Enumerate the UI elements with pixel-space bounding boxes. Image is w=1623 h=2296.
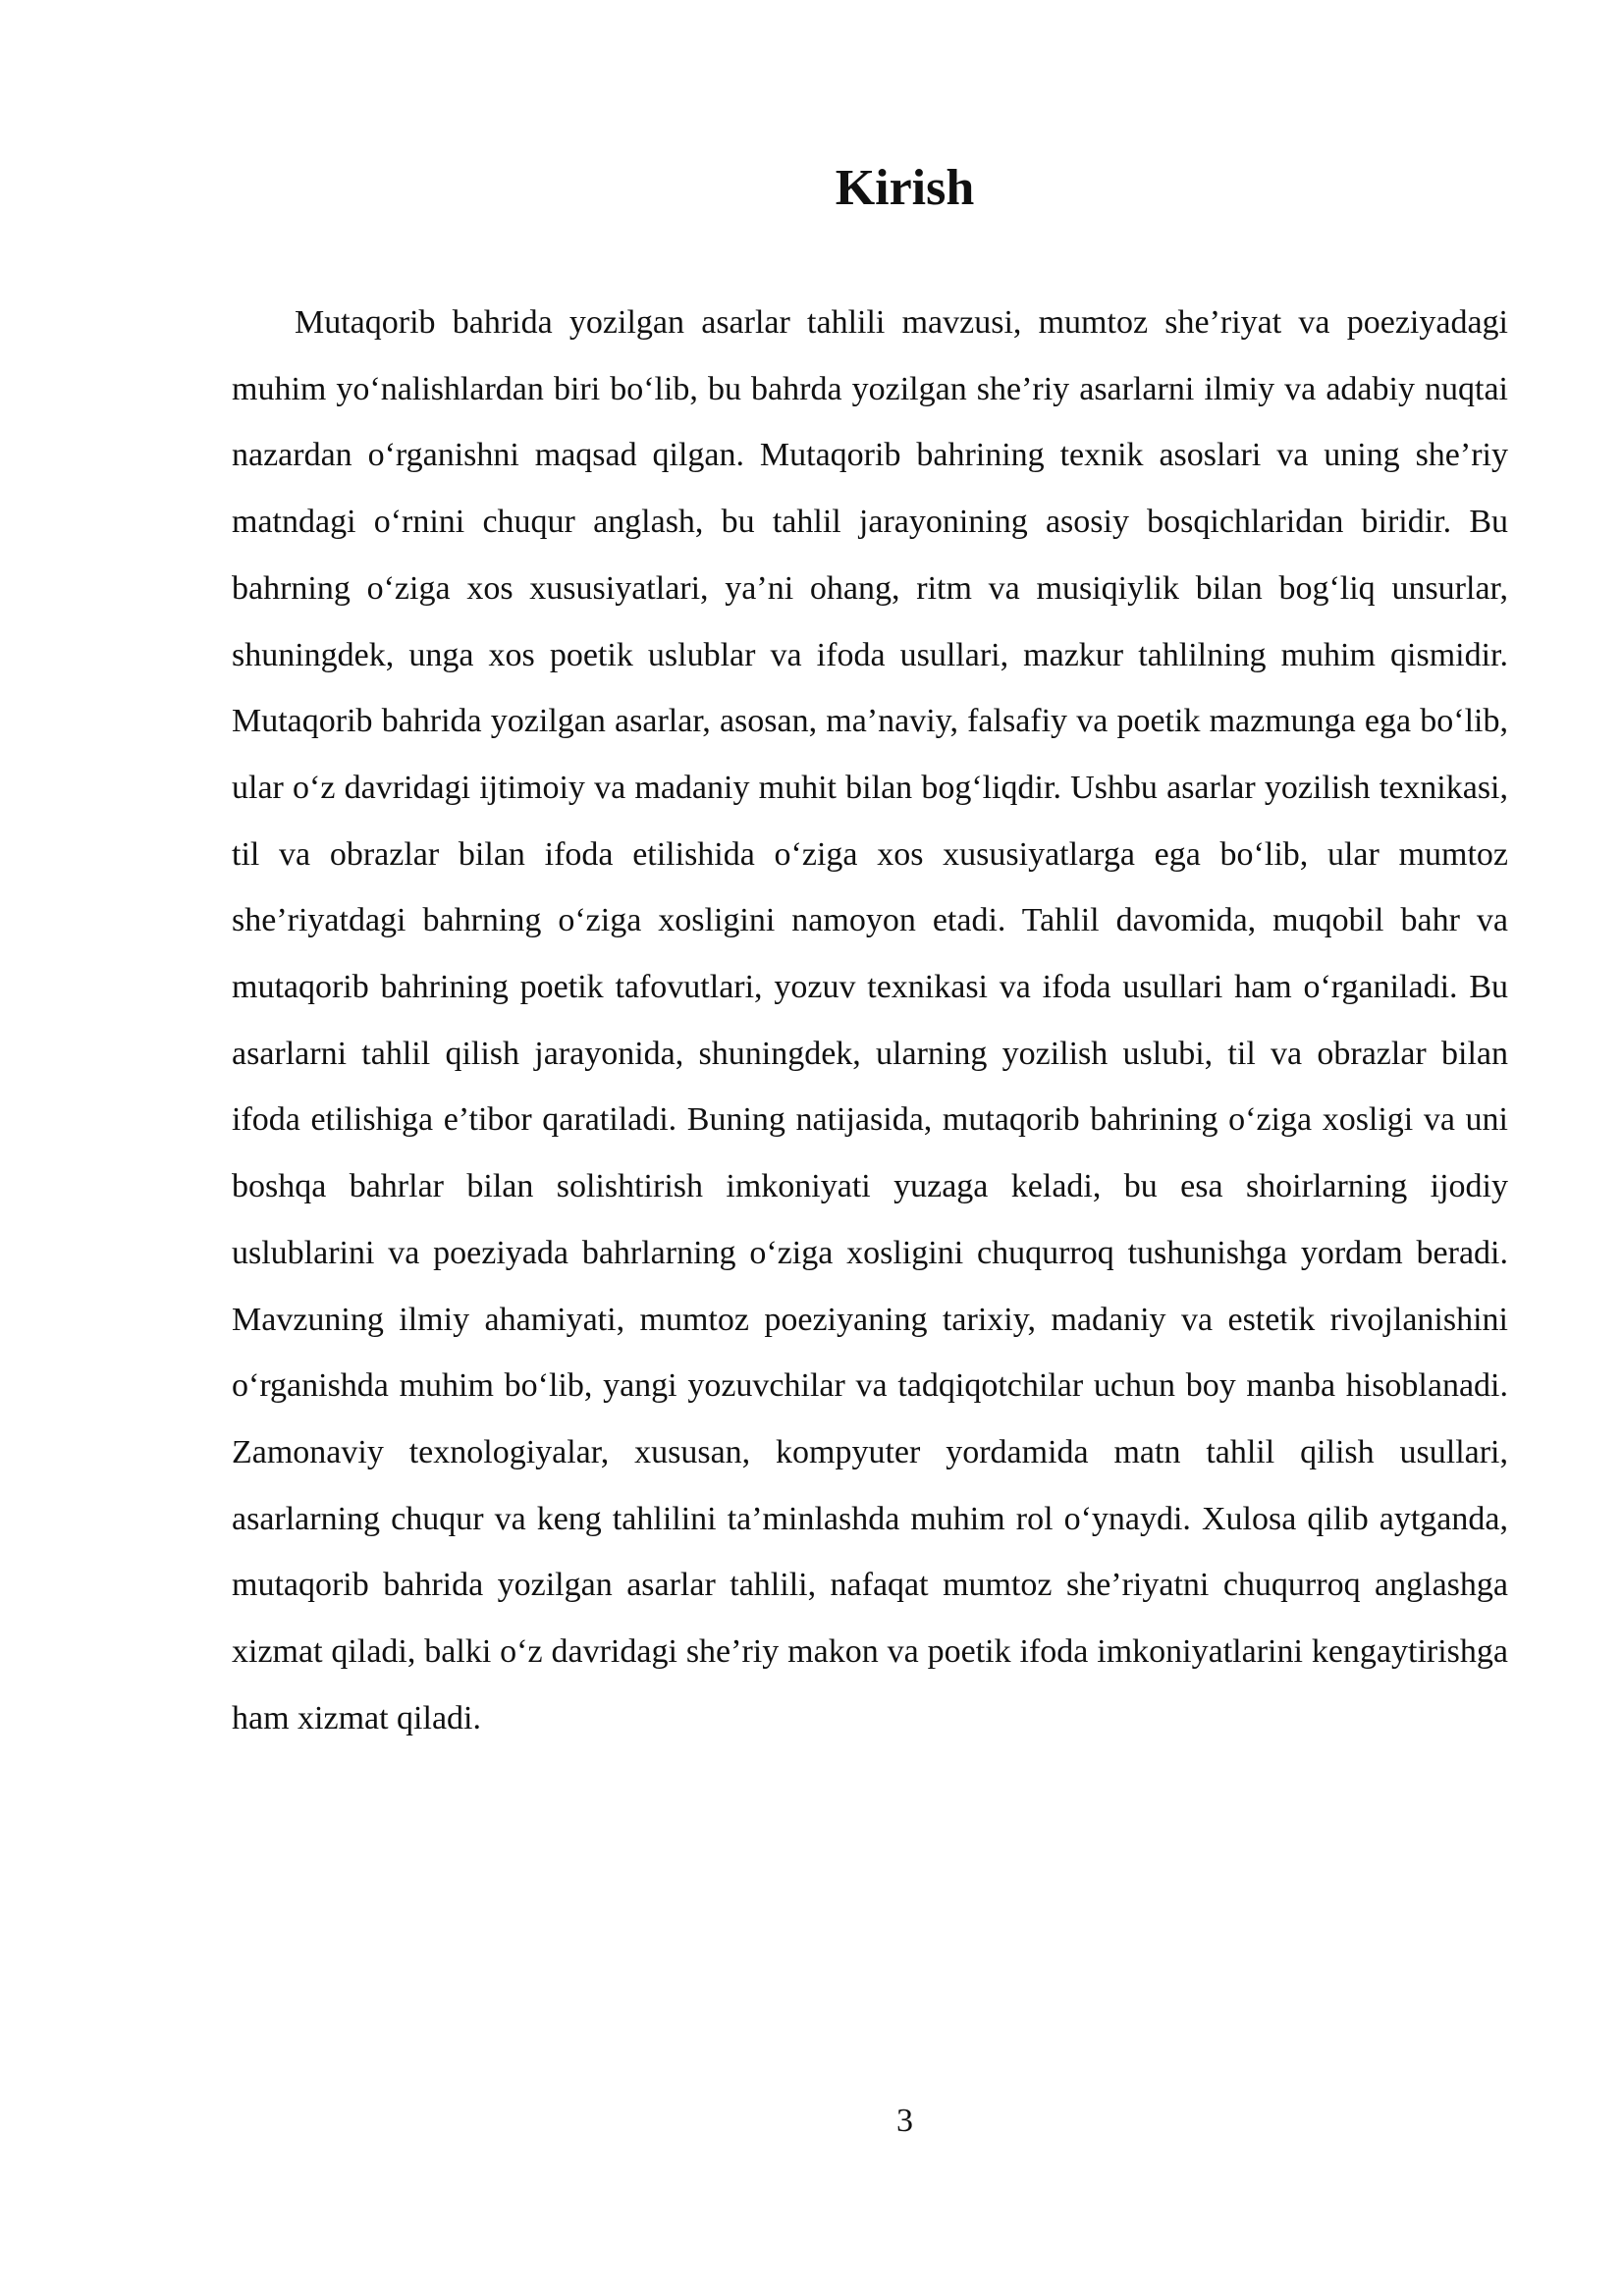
page-title: Kirish	[835, 160, 975, 216]
body-paragraph: Mutaqorib bahrida yozilgan asarlar tahlili mavzusi, mumtoz she’riyat va poeziyadagi muhim yo‘nalishlardan biri bo‘lib, bu bahrda yozilgan she’riy asarlarni ilmiy va adabiy nuqtai nazardan o‘rganishni maqsad qilgan. Mutaqorib bahrining texnik asoslari va uning she’riy matndagi o‘rnini chuqur anglash, bu tahlil jarayonining asosiy bosqichlaridan biridir. Bu bahrning o‘ziga xos xususiyatlari, ya’ni ohang, ritm va musiqiylik bilan bog‘liq unsurlar, shuningdek, unga xos poetik uslublar va ifoda usullari, mazkur tahlilning muhim qismidir. Mutaqorib bahrida yozilgan asarlar, asosan, ma’naviy, falsafiy va poetik mazmunga ega bo‘lib, ular o‘z davridagi ijtimoiy va madaniy muhit bilan bog‘liqdir. Ushbu asarlar yozilish texnikasi, til va obrazlar bilan ifoda etilishida o‘ziga xos xususiyatlarga ega bo‘lib, ular mumtoz she’riyatdagi bahrning o‘ziga xosligini namoyon etadi. Tahlil davomida, muqobil bahr va mutaqorib bahrining poetik tafovutlari, yozuv texnikasi va ifoda usullari ham o‘rganiladi. Bu asarlarni tahlil qilish jarayonida, shuningdek, ularning yozilish uslubi, til va obrazlar bilan ifoda etilishiga e’tibor qaratiladi. Buning natijasida, mutaqorib bahrining o‘ziga xosligi va uni boshqa bahrlar bilan solishtirish imkoniyati yuzaga keladi, bu esa shoirlarning ijodiy uslublarini va poeziyada bahrlarning o‘ziga xosligini chuqurroq tushunishga yordam beradi. Mavzuning ilmiy ahamiyati, mumtoz poeziyaning tarixiy, madaniy va estetik rivojlanishini o‘rganishda muhim bo‘lib, yangi yozuvchilar va tadqiqotchilar uchun boy manba hisoblanadi. Zamonaviy texnologiyalar, xususan, kompyuter yordamida matn tahlil qilish usullari, asarlarning chuqur va keng tahlilini ta’minlashda muhim rol o‘ynaydi. Xulosa qilib aytganda, mutaqorib bahrida yozilgan asarlar tahlili, nafaqat mumtoz she’riyatni chuqurroq anglashga xizmat qiladi, balki o‘z davridagi she’riy makon va poetik ifoda imkoniyatlarini kengaytirishga ham xizmat qiladi.	[232, 304, 1508, 1736]
page-number: 3	[896, 2103, 913, 2139]
